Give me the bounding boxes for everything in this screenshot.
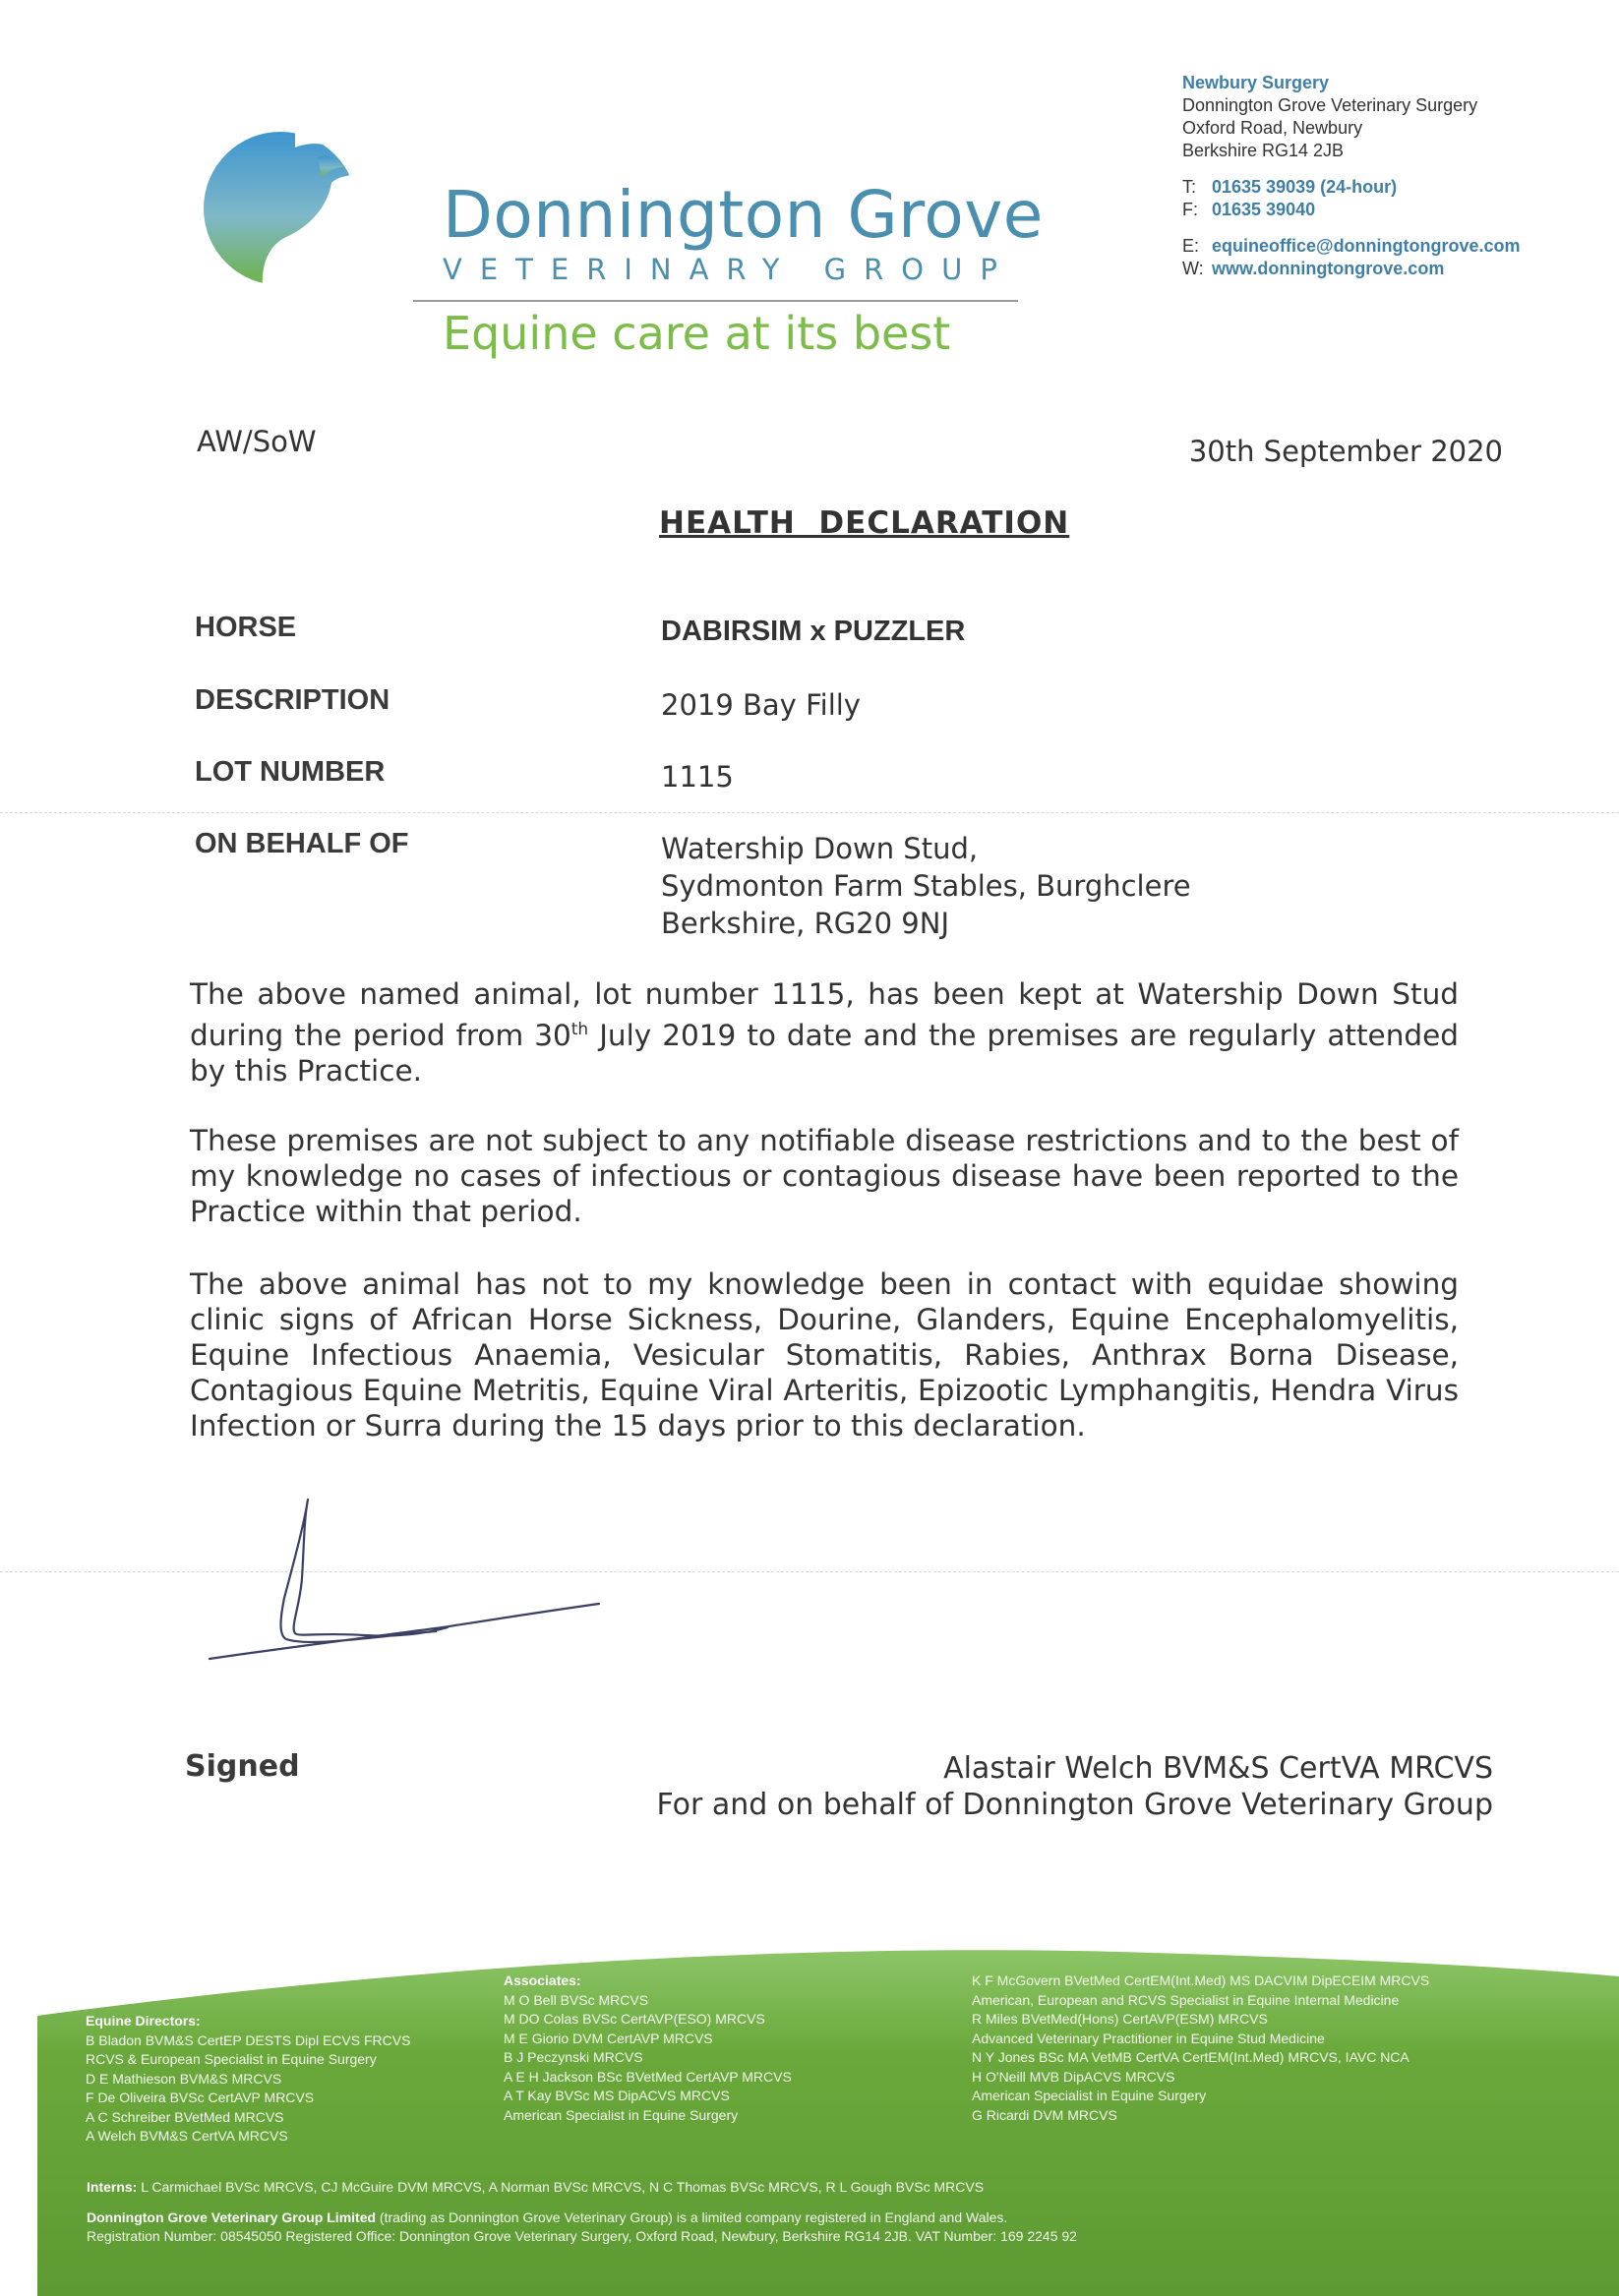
specialist-line: K F McGovern BVetMed CertEM(Int.Med) MS DACVIM DipECEIM MRCVS xyxy=(972,1972,1430,1988)
company-registration: Registration Number: 08545050 Registered Office: Donnington Grove Veterinary Surgery, Oxford Road, Newbury, Berkshire RG14 2JB. VAT Number: 169 2245 92 xyxy=(87,2228,1077,2244)
telephone-number: 01635 39039 (24-hour) xyxy=(1212,177,1398,197)
logo-horse-icon xyxy=(202,118,369,295)
lot-number-label: LOT NUMBER xyxy=(195,756,386,788)
fax-number: 01635 39040 xyxy=(1212,200,1316,219)
associate-line: M DO Colas BVSc CertAVP(ESO) MRCVS xyxy=(504,2011,765,2027)
signature-graphic xyxy=(202,1490,615,1672)
horse-label: HORSE xyxy=(195,612,297,643)
description-value: 2019 Bay Filly xyxy=(661,688,861,722)
brand-name: Donnington Grove xyxy=(443,177,1044,253)
company-name: Donnington Grove Veterinary Group Limited xyxy=(87,2209,377,2225)
director-line: B Bladon BVM&S CertEP DESTS Dipl ECVS FRCVS xyxy=(86,2031,411,2048)
specialist-line: G Ricardi DVM MRCVS xyxy=(972,2106,1117,2123)
paragraph-restrictions: These premises are not subject to any notifiable disease restrictions and to the best of my knowledge no cases of infectious or contagious disease have been reported to the Practice within that period. xyxy=(190,1124,1459,1228)
signer-name: Alastair Welch BVM&S CertVA MRCVS xyxy=(943,1751,1493,1786)
footer-associates xyxy=(504,1972,792,2125)
specialist-line: N Y Jones BSc MA VetMB CertVA CertEM(Int.Med) MRCVS, IAVC NCA xyxy=(972,2049,1409,2065)
director-line: A Welch BVM&S CertVA MRCVS xyxy=(86,2128,288,2144)
address-line: Sydmonton Farm Stables, Burghclere xyxy=(661,869,1191,903)
address-line: Berkshire, RG20 9NJ xyxy=(661,907,950,940)
brand-tagline: Equine care at its best xyxy=(443,307,951,360)
director-line: A C Schreiber BVetMed MRCVS xyxy=(86,2108,284,2125)
letter-reference: AW/SoW xyxy=(197,425,317,458)
on-behalf-address xyxy=(661,830,1191,942)
footer-directors xyxy=(86,2012,410,2147)
fold-line xyxy=(0,812,1619,813)
footer-specialists xyxy=(972,1972,1429,2125)
footer-interns: Interns: L Carmichael BVSc MRCVS, CJ McGuire DVM MRCVS, A Norman BVSc MRCVS, N C Thomas BVSc MRCVS, R L Gough BVSc MRCVS xyxy=(87,2179,985,2195)
document-heading: HEALTH DECLARATION xyxy=(659,505,1070,541)
director-line: D E Mathieson BVM&S MRCVS xyxy=(86,2070,282,2087)
web-row: W: www.donningtongrove.com xyxy=(1182,259,1445,278)
lot-number-value: 1115 xyxy=(661,760,734,794)
associate-line: M O Bell BVSc MRCVS xyxy=(504,1991,649,2008)
associate-line: M E Giorio DVM CertAVP MRCVS xyxy=(504,2030,713,2046)
associate-line: B J Peczynski MRCVS xyxy=(504,2049,643,2065)
brand-divider xyxy=(413,300,1018,302)
director-line: RCVS & European Specialist in Equine Surgery xyxy=(86,2051,377,2067)
signer-block xyxy=(656,1750,1493,1823)
specialist-line: American, European and RCVS Specialist in Equine Internal Medicine xyxy=(972,1991,1400,2008)
address-line: Donnington Grove Veterinary Surgery xyxy=(1182,95,1478,115)
paragraph-diseases: The above animal has not to my knowledge been in contact with equidae showing clinic signs of African Horse Sickness, Dourine, Glanders, Equine Encephalomyelitis, Equine Infectious Anaemia, Vesicular Stomatitis, Rabies, Anthrax Borna Disease, Contagious Equine Metritis, Equine Viral Arteritis, Epizootic Lymphangitis, Hendra Virus Infection or Surra during the 15 days prior to this declaration. xyxy=(190,1267,1459,1442)
signed-label: Signed xyxy=(185,1749,300,1784)
director-line: F De Oliveira BVSc CertAVP MRCVS xyxy=(86,2090,315,2105)
specialist-line: American Specialist in Equine Surgery xyxy=(972,2088,1207,2103)
horse-value: DABIRSIM x PUZZLER xyxy=(661,616,966,647)
footer-company: Donnington Grove Veterinary Group Limited (trading as Donnington Grove Veterinary Group) is a limited company registered in England and Wales. Registration Number: 08545050 Registered Office: Donnington Grove Veterinary Surgery, Oxford Road, Newbury, Berkshire RG14 2JB. VAT Number: 169 2245 92 xyxy=(87,2209,1077,2244)
fax-row: F: 01635 39040 xyxy=(1182,200,1316,219)
address-title: Newbury Surgery xyxy=(1182,73,1330,92)
associate-line: American Specialist in Equine Surgery xyxy=(504,2106,739,2123)
associates-title: Associates: xyxy=(504,1972,581,1988)
website-link[interactable]: www.donningtongrove.com xyxy=(1212,259,1445,278)
paragraph-premises: The above named animal, lot number 1115, has been kept at Watership Down Stud during the period from 30th July 2019 to date and the premises are regularly attended by this Practice. xyxy=(190,977,1460,1088)
associate-line: A E H Jackson BSc BVetMed CertAVP MRCVS xyxy=(504,2068,792,2085)
signer-role: For and on behalf of Donnington Grove Veterinary Group xyxy=(656,1788,1493,1822)
address-line: Berkshire RG14 2JB xyxy=(1182,141,1345,160)
letter-date: 30th September 2020 xyxy=(1188,435,1503,468)
specialist-line: Advanced Veterinary Practitioner in Equine Stud Medicine xyxy=(972,2030,1325,2046)
email-row: E: equineoffice@donningtongrove.com xyxy=(1182,236,1521,256)
telephone-row: T: 01635 39039 (24-hour) xyxy=(1182,177,1398,197)
address-line: Oxford Road, Newbury xyxy=(1182,118,1363,138)
description-label: DESCRIPTION xyxy=(195,684,390,716)
specialist-line: R Miles BVetMed(Hons) CertAVP(ESM) MRCVS xyxy=(972,2011,1268,2027)
email-link[interactable]: equineoffice@donningtongrove.com xyxy=(1212,236,1521,256)
practice-address xyxy=(1182,72,1521,280)
directors-title: Equine Directors: xyxy=(86,2013,201,2029)
specialist-line: H O'Neill MVB DipACVS MRCVS xyxy=(972,2068,1175,2085)
brand-subtitle: VETERINARY GROUP xyxy=(443,253,1015,286)
on-behalf-label: ON BEHALF OF xyxy=(195,828,409,859)
address-line: Watership Down Stud, xyxy=(661,832,979,865)
associate-line: A T Kay BVSc MS DipACVS MRCVS xyxy=(504,2088,730,2103)
